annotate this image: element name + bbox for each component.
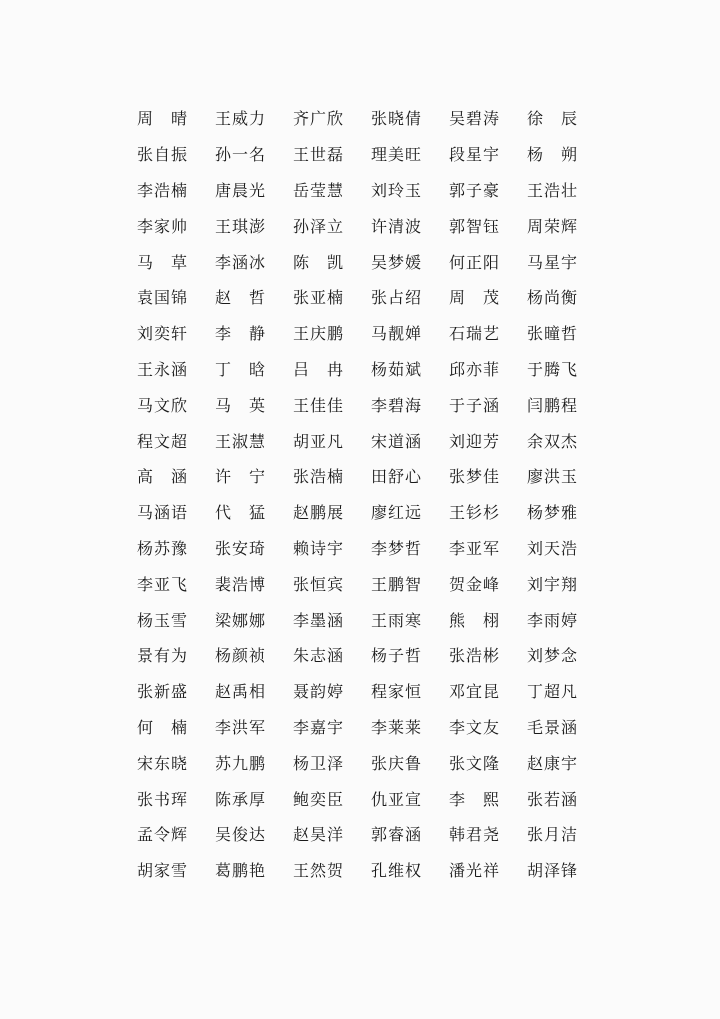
name-entry: 李雨婷 <box>527 610 577 630</box>
name-entry: 周 晴 <box>137 109 187 129</box>
name-entry: 杨 朔 <box>527 145 577 165</box>
name-row <box>137 494 597 530</box>
name-entry: 刘奕轩 <box>137 324 187 344</box>
name-entry: 石瑞艺 <box>449 324 499 344</box>
name-entry: 吕 冉 <box>293 359 343 379</box>
name-entry: 鲍奕臣 <box>293 789 343 809</box>
name-entry: 李莱莱 <box>371 717 421 737</box>
name-entry: 于子涵 <box>449 395 499 415</box>
name-entry: 马 英 <box>215 395 265 415</box>
name-entry: 李浩楠 <box>137 180 187 200</box>
name-entry: 杨卫泽 <box>293 753 343 773</box>
name-entry: 熊 栩 <box>449 610 499 630</box>
name-row <box>137 351 597 387</box>
name-entry: 宋东晓 <box>137 753 187 773</box>
name-entry: 贺金峰 <box>449 574 499 594</box>
name-entry: 王琪澎 <box>215 216 265 236</box>
name-entry: 张月洁 <box>527 825 577 845</box>
name-entry: 何正阳 <box>449 252 499 272</box>
name-entry: 张自振 <box>137 145 187 165</box>
name-entry: 杨梦雅 <box>527 503 577 523</box>
name-entry: 段星宇 <box>449 145 499 165</box>
name-row <box>137 172 597 208</box>
name-entry: 聂韵婷 <box>293 682 343 702</box>
name-entry: 吴梦媛 <box>371 252 421 272</box>
name-entry: 李碧海 <box>371 395 421 415</box>
name-row <box>137 601 597 637</box>
name-entry: 王威力 <box>215 109 265 129</box>
name-entry: 张曈哲 <box>527 324 577 344</box>
name-entry: 郭睿涵 <box>371 825 421 845</box>
name-row <box>137 565 597 601</box>
name-entry: 齐广欣 <box>293 109 343 129</box>
name-entry: 景有为 <box>137 646 187 666</box>
name-entry: 王庆鹏 <box>293 324 343 344</box>
name-entry: 杨茹斌 <box>371 359 421 379</box>
name-entry: 刘玲玉 <box>371 180 421 200</box>
name-row <box>137 279 597 315</box>
name-entry: 毛景涵 <box>527 717 577 737</box>
name-entry: 廖洪玉 <box>527 467 577 487</box>
name-entry: 马靓婵 <box>371 324 421 344</box>
name-entry: 郭智钰 <box>449 216 499 236</box>
name-entry: 马文欣 <box>137 395 187 415</box>
name-row <box>137 744 597 780</box>
name-entry: 张文隆 <box>449 753 499 773</box>
name-entry: 许 宁 <box>215 467 265 487</box>
name-entry: 李嘉宇 <box>293 717 343 737</box>
name-row <box>137 816 597 852</box>
name-entry: 王浩壮 <box>527 180 577 200</box>
name-entry: 张恒宾 <box>293 574 343 594</box>
name-row <box>137 673 597 709</box>
name-entry: 周 茂 <box>449 288 499 308</box>
name-entry: 杨尚衡 <box>527 288 577 308</box>
name-entry: 孙一名 <box>215 145 265 165</box>
name-entry: 李涵冰 <box>215 252 265 272</box>
name-entry: 李家帅 <box>137 216 187 236</box>
name-entry: 丁超凡 <box>527 682 577 702</box>
name-entry: 何 楠 <box>137 717 187 737</box>
name-entry: 王然贺 <box>293 861 343 881</box>
name-row <box>137 207 597 243</box>
name-entry: 韩君尧 <box>449 825 499 845</box>
name-entry: 孟令辉 <box>137 825 187 845</box>
name-entry: 王钐杉 <box>449 503 499 523</box>
name-entry: 邓宜昆 <box>449 682 499 702</box>
name-entry: 胡泽锋 <box>527 861 577 881</box>
name-entry: 王永涵 <box>137 359 187 379</box>
name-entry: 李亚军 <box>449 538 499 558</box>
name-entry: 张浩彬 <box>449 646 499 666</box>
name-entry: 李文友 <box>449 717 499 737</box>
name-entry: 李 静 <box>215 324 265 344</box>
name-entry: 杨苏豫 <box>137 538 187 558</box>
name-entry: 闫鹏程 <box>527 395 577 415</box>
name-entry: 胡家雪 <box>137 861 187 881</box>
name-entry: 张庆鲁 <box>371 753 421 773</box>
name-entry: 梁娜娜 <box>215 610 265 630</box>
name-entry: 陈承厚 <box>215 789 265 809</box>
name-entry: 赵昊洋 <box>293 825 343 845</box>
name-row <box>137 458 597 494</box>
name-row <box>137 243 597 279</box>
name-entry: 胡亚凡 <box>293 431 343 451</box>
name-row <box>137 100 597 136</box>
name-entry: 潘光祥 <box>449 861 499 881</box>
name-entry: 赵 哲 <box>215 288 265 308</box>
name-row <box>137 709 597 745</box>
name-entry: 吴俊达 <box>215 825 265 845</box>
name-row <box>137 637 597 673</box>
name-entry: 邱亦菲 <box>449 359 499 379</box>
name-entry: 张新盛 <box>137 682 187 702</box>
name-entry: 赵禹相 <box>215 682 265 702</box>
name-entry: 吴碧涛 <box>449 109 499 129</box>
name-row <box>137 386 597 422</box>
name-entry: 马 草 <box>137 252 187 272</box>
name-entry: 余双杰 <box>527 431 577 451</box>
name-entry: 理美旺 <box>371 145 421 165</box>
name-entry: 赖诗宇 <box>293 538 343 558</box>
name-row <box>137 136 597 172</box>
name-entry: 刘迎芳 <box>449 431 499 451</box>
name-entry: 刘梦念 <box>527 646 577 666</box>
name-row <box>137 530 597 566</box>
name-entry: 李亚飞 <box>137 574 187 594</box>
name-entry: 周荣辉 <box>527 216 577 236</box>
name-entry: 高 涵 <box>137 467 187 487</box>
name-entry: 郭子豪 <box>449 180 499 200</box>
name-row <box>137 422 597 458</box>
name-entry: 宋道涵 <box>371 431 421 451</box>
name-entry: 张若涵 <box>527 789 577 809</box>
name-entry: 代 猛 <box>215 503 265 523</box>
name-entry: 廖红远 <box>371 503 421 523</box>
name-entry: 田舒心 <box>371 467 421 487</box>
name-entry: 王鹏智 <box>371 574 421 594</box>
names-list <box>137 100 597 888</box>
name-entry: 马星宇 <box>527 252 577 272</box>
name-entry: 张梦佳 <box>449 467 499 487</box>
name-entry: 杨子哲 <box>371 646 421 666</box>
name-entry: 刘天浩 <box>527 538 577 558</box>
name-entry: 赵康宇 <box>527 753 577 773</box>
name-entry: 张安琦 <box>215 538 265 558</box>
name-entry: 李洪军 <box>215 717 265 737</box>
name-entry: 于腾飞 <box>527 359 577 379</box>
name-entry: 杨玉雪 <box>137 610 187 630</box>
name-entry: 许清波 <box>371 216 421 236</box>
name-entry: 程家恒 <box>371 682 421 702</box>
name-entry: 王雨寒 <box>371 610 421 630</box>
name-entry: 裴浩博 <box>215 574 265 594</box>
name-entry: 张浩楠 <box>293 467 343 487</box>
name-entry: 仇亚宣 <box>371 789 421 809</box>
name-entry: 程文超 <box>137 431 187 451</box>
name-entry: 杨颜祯 <box>215 646 265 666</box>
name-entry: 孔维权 <box>371 861 421 881</box>
name-entry: 苏九鹏 <box>215 753 265 773</box>
name-entry: 李墨涵 <box>293 610 343 630</box>
name-entry: 张晓倩 <box>371 109 421 129</box>
name-row <box>137 315 597 351</box>
name-entry: 王世磊 <box>293 145 343 165</box>
name-entry: 王佳佳 <box>293 395 343 415</box>
name-entry: 孙泽立 <box>293 216 343 236</box>
name-entry: 王淑慧 <box>215 431 265 451</box>
name-entry: 袁国锦 <box>137 288 187 308</box>
name-entry: 葛鹏艳 <box>215 861 265 881</box>
name-row <box>137 852 597 888</box>
name-entry: 李梦哲 <box>371 538 421 558</box>
name-entry: 张亚楠 <box>293 288 343 308</box>
name-entry: 朱志涵 <box>293 646 343 666</box>
name-entry: 马涵语 <box>137 503 187 523</box>
name-entry: 张占绍 <box>371 288 421 308</box>
name-entry: 岳莹慧 <box>293 180 343 200</box>
name-entry: 徐 辰 <box>527 109 577 129</box>
name-entry: 赵鹏展 <box>293 503 343 523</box>
name-entry: 刘宇翔 <box>527 574 577 594</box>
name-entry: 李 熙 <box>449 789 499 809</box>
name-entry: 陈 凯 <box>293 252 343 272</box>
name-row <box>137 780 597 816</box>
name-entry: 张书珲 <box>137 789 187 809</box>
name-entry: 丁 晗 <box>215 359 265 379</box>
name-entry: 唐晨光 <box>215 180 265 200</box>
